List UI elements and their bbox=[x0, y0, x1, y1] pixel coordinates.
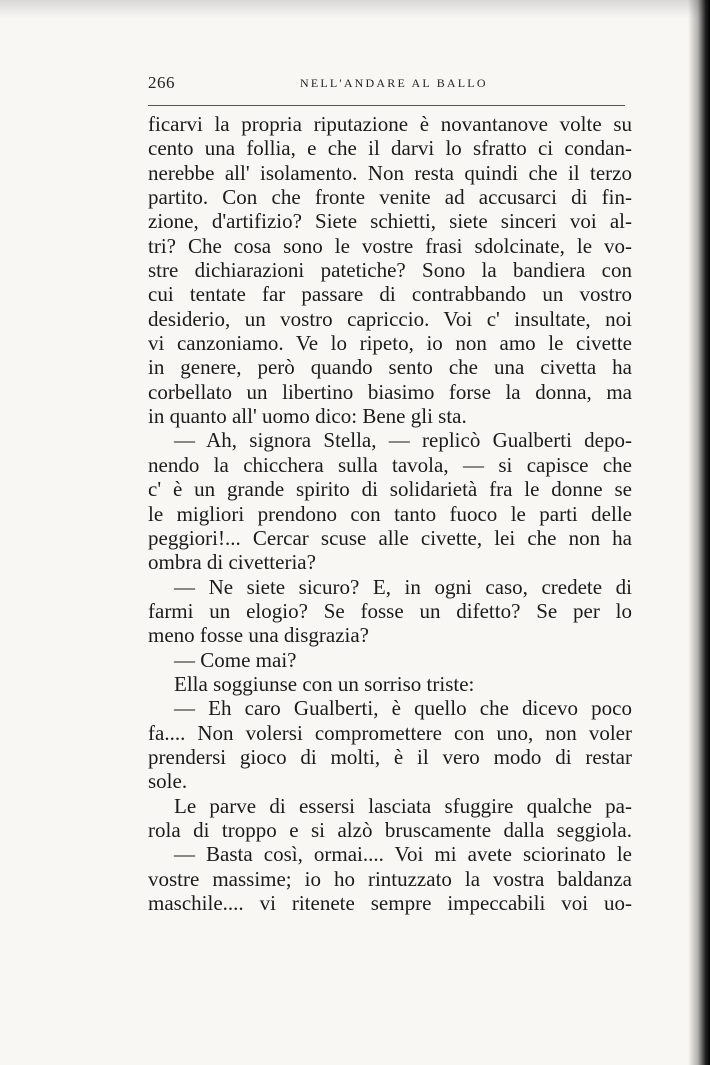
text-line: farmi un elogio? Se fosse un difetto? Se per lo bbox=[148, 598, 632, 623]
text-line: peggiori!... Cercar scuse alle civette, lei che non ha bbox=[148, 525, 632, 550]
text-line: in genere, però quando sento che una civetta ha bbox=[148, 355, 632, 380]
text-line: vostre massime; io ho rintuzzato la vostra baldanza bbox=[148, 866, 632, 891]
text-line: — Come mai? bbox=[174, 647, 297, 672]
text-line: corbellato un libertino biasimo forse la donna, ma bbox=[148, 379, 632, 404]
text-line: partito. Con che fronte venite ad accusarci di fin- bbox=[148, 185, 632, 210]
text-line: — Basta così, ormai.... Voi mi avete sciorinato le bbox=[174, 842, 632, 867]
text-line: — Eh caro Gualberti, è quello che dicevo poco bbox=[174, 696, 632, 721]
text-line: vi canzoniamo. Ve lo ripeto, io non amo le civette bbox=[148, 331, 632, 356]
text-line: in quanto all' uomo dico: Bene gli sta. bbox=[148, 404, 467, 429]
text-line: nendo la chicchera sulla tavola, — si capisce che bbox=[148, 452, 632, 477]
text-line: ombra di civetteria? bbox=[148, 550, 316, 575]
text-line: fa.... Non volersi compromettere con uno, non voler bbox=[148, 720, 632, 745]
page-top-shadow bbox=[0, 0, 710, 18]
book-spine-shadow bbox=[688, 0, 710, 1065]
text-line: sole. bbox=[148, 769, 188, 794]
text-line: meno fosse una disgrazia? bbox=[148, 623, 370, 648]
running-title: NELL'ANDARE AL BALLO bbox=[300, 76, 488, 90]
text-line: le migliori prendono con tanto fuoco le parti delle bbox=[148, 501, 632, 526]
text-line: Ella soggiunse con un sorriso triste: bbox=[174, 671, 475, 696]
text-line: stre dichiarazioni patetiche? Sono la bandiera con bbox=[148, 258, 632, 283]
header-rule bbox=[148, 105, 625, 106]
text-line: zione, d'artifizio? Siete schietti, siete sinceri voi al- bbox=[148, 209, 632, 234]
text-line: Le parve di essersi lasciata sfuggire qualche pa- bbox=[174, 793, 632, 818]
text-line: cento una follia, e che il darvi lo sfratto ci condan- bbox=[148, 136, 632, 161]
text-line: c' è un grande spirito di solidarietà fra le donne se bbox=[148, 477, 632, 502]
text-line: nerebbe all' isolamento. Non resta quindi che il terzo bbox=[148, 160, 632, 185]
text-line: — Ah, signora Stella, — replicò Gualberti depo- bbox=[174, 428, 632, 453]
text-line: desiderio, un vostro capriccio. Voi c' insultate, noi bbox=[148, 306, 632, 331]
text-line: — Ne siete sicuro? E, in ogni caso, credete di bbox=[174, 574, 632, 599]
text-line: prendersi gioco di molti, è il vero modo di restar bbox=[148, 744, 632, 769]
text-line: rola di troppo e si alzò bruscamente dalla seggiola. bbox=[148, 817, 632, 842]
text-line: cui tentate far passare di contrabbando un vostro bbox=[148, 282, 632, 307]
text-line: tri? Che cosa sono le vostre frasi sdolcinate, le vo- bbox=[148, 233, 632, 258]
text-line: ficarvi la propria riputazione è novantanove volte su bbox=[148, 112, 632, 136]
page-header bbox=[148, 73, 625, 97]
body-text bbox=[148, 112, 632, 915]
text-line: maschile.... vi ritenete sempre impeccabili voi uo- bbox=[148, 891, 632, 915]
page-number: 266 bbox=[148, 73, 175, 92]
